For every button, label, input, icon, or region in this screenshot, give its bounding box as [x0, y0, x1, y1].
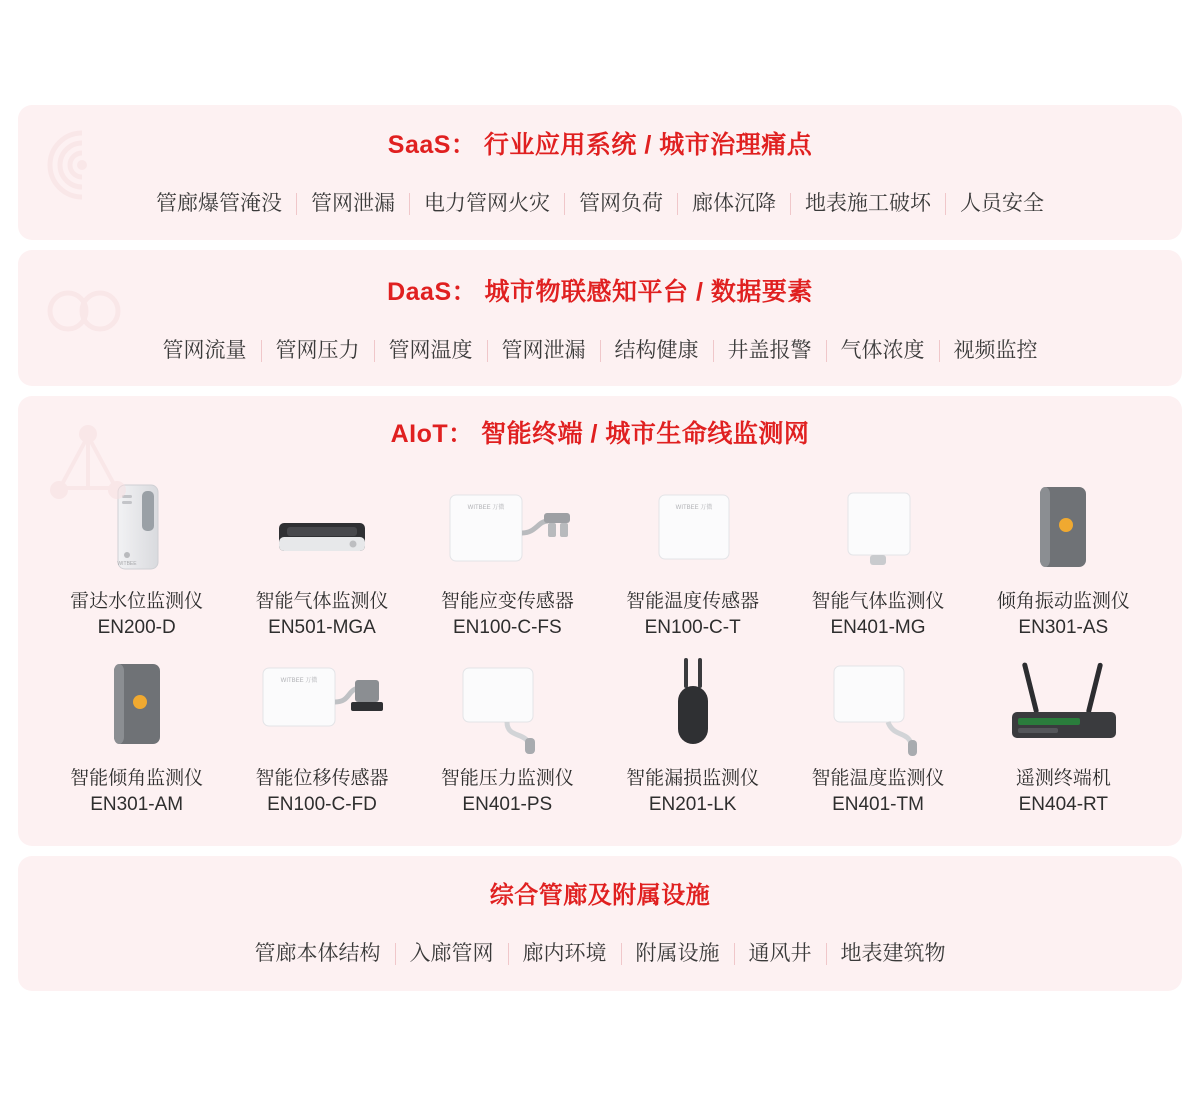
svg-text:WITBEE 万微: WITBEE 万微	[675, 505, 712, 511]
strain-sensor-device-icon	[432, 473, 582, 581]
device-name: 智能倾角监测仪	[70, 768, 204, 790]
device-name: 智能温度监测仪	[811, 768, 945, 790]
device-model: EN404-RT	[1018, 793, 1109, 815]
device-card[interactable]	[229, 650, 414, 817]
displacement-sensor-device-icon	[247, 650, 397, 758]
tilt-monitor-device-icon	[62, 650, 212, 758]
device-model: EN401-TM	[832, 793, 924, 815]
daas-item[interactable]: 气体浓度	[840, 339, 925, 362]
daas-item[interactable]: 结构健康	[614, 339, 699, 362]
infrastructure-item[interactable]: 管廊本体结构	[254, 942, 381, 965]
device-model: EN501-MGA	[268, 616, 376, 638]
saas-item[interactable]: 廊体沉降	[692, 192, 776, 215]
infrastructure-item[interactable]: 廊内环境	[522, 942, 607, 965]
device-model: EN401-MG	[830, 616, 926, 638]
infrastructure-layer	[18, 856, 1182, 991]
gas-monitor-device-icon	[247, 473, 397, 581]
device-model: EN100-C-FD	[267, 793, 377, 815]
infrastructure-tag-row	[18, 942, 1182, 965]
infrastructure-title: 综合管廊及附属设施	[489, 882, 711, 909]
device-model: EN201-LK	[648, 793, 737, 815]
device-name: 智能气体监测仪	[255, 591, 389, 612]
device-card[interactable]	[44, 473, 229, 640]
device-name: 智能气体监测仪	[811, 591, 945, 612]
svg-text:WITBEE 万微: WITBEE 万微	[467, 505, 505, 511]
svg-text:WITBEE 万微: WITBEE 万微	[280, 678, 318, 685]
infrastructure-item[interactable]: 入廊管网	[409, 942, 494, 965]
device-card[interactable]	[415, 473, 600, 640]
saas-title: SaaS： 行业应用系统 / 城市治理痛点	[387, 131, 813, 159]
pressure-monitor-device-icon	[432, 650, 582, 758]
device-name: 遥测终端机	[1015, 768, 1111, 790]
device-grid	[18, 473, 1182, 818]
device-name: 雷达水位监测仪	[70, 591, 204, 612]
device-model: EN100-C-FS	[452, 616, 562, 638]
leak-monitor-device-icon	[618, 650, 768, 758]
daas-title: DaaS： 城市物联感知平台 / 数据要素	[387, 278, 813, 306]
device-card[interactable]	[785, 650, 970, 817]
saas-item[interactable]: 人员安全	[960, 192, 1044, 215]
saas-item[interactable]: 电力管网火灾	[424, 192, 550, 215]
device-card[interactable]	[229, 473, 414, 640]
device-card[interactable]	[600, 473, 785, 640]
temperature-sensor-device-icon	[618, 473, 768, 581]
temperature-monitor-device-icon	[803, 650, 953, 758]
tilt-vibration-device-icon	[988, 473, 1138, 581]
daas-tag-row	[18, 339, 1182, 362]
infrastructure-item[interactable]: 通风井	[748, 942, 812, 965]
daas-item[interactable]: 管网流量	[162, 339, 247, 362]
daas-item[interactable]: 管网压力	[275, 339, 360, 362]
device-name: 倾角振动监测仪	[996, 591, 1130, 612]
device-model: EN301-AM	[90, 793, 184, 815]
saas-item[interactable]: 管网负荷	[579, 192, 663, 215]
saas-tag-row	[18, 192, 1182, 215]
device-name: 智能应变传感器	[440, 591, 574, 612]
rtu-router-device-icon	[988, 650, 1138, 758]
daas-layer	[18, 250, 1182, 386]
daas-item[interactable]: 视频监控	[953, 339, 1038, 362]
saas-item[interactable]: 管廊爆管淹没	[156, 192, 282, 215]
device-name: 智能压力监测仪	[440, 768, 574, 790]
device-name: 智能漏损监测仪	[626, 768, 760, 790]
daas-item[interactable]: 井盖报警	[727, 339, 812, 362]
daas-item[interactable]: 管网温度	[388, 339, 473, 362]
device-card[interactable]	[971, 650, 1156, 817]
radar-water-level-device-icon	[62, 473, 212, 581]
aiot-layer	[18, 396, 1182, 846]
device-card[interactable]	[600, 650, 785, 817]
device-name: 智能位移传感器	[255, 768, 389, 790]
svg-text:WITBEE: WITBEE	[117, 561, 137, 567]
device-card[interactable]	[971, 473, 1156, 640]
device-card[interactable]	[415, 650, 600, 817]
infrastructure-item[interactable]: 地表建筑物	[840, 942, 946, 965]
infrastructure-item[interactable]: 附属设施	[635, 942, 720, 965]
gas-sensor-device-icon	[803, 473, 953, 581]
device-card[interactable]	[785, 473, 970, 640]
device-model: EN200-D	[97, 616, 176, 638]
device-model: EN401-PS	[462, 793, 553, 815]
aiot-title: AIoT： 智能终端 / 城市生命线监测网	[390, 420, 810, 448]
saas-item[interactable]: 地表施工破坏	[805, 192, 931, 215]
saas-layer	[18, 105, 1182, 240]
device-model: EN100-C-T	[644, 616, 741, 638]
device-model: EN301-AS	[1018, 616, 1109, 638]
daas-item[interactable]: 管网泄漏	[501, 339, 586, 362]
device-name: 智能温度传感器	[626, 591, 760, 612]
saas-item[interactable]: 管网泄漏	[311, 192, 395, 215]
device-card[interactable]	[44, 650, 229, 817]
